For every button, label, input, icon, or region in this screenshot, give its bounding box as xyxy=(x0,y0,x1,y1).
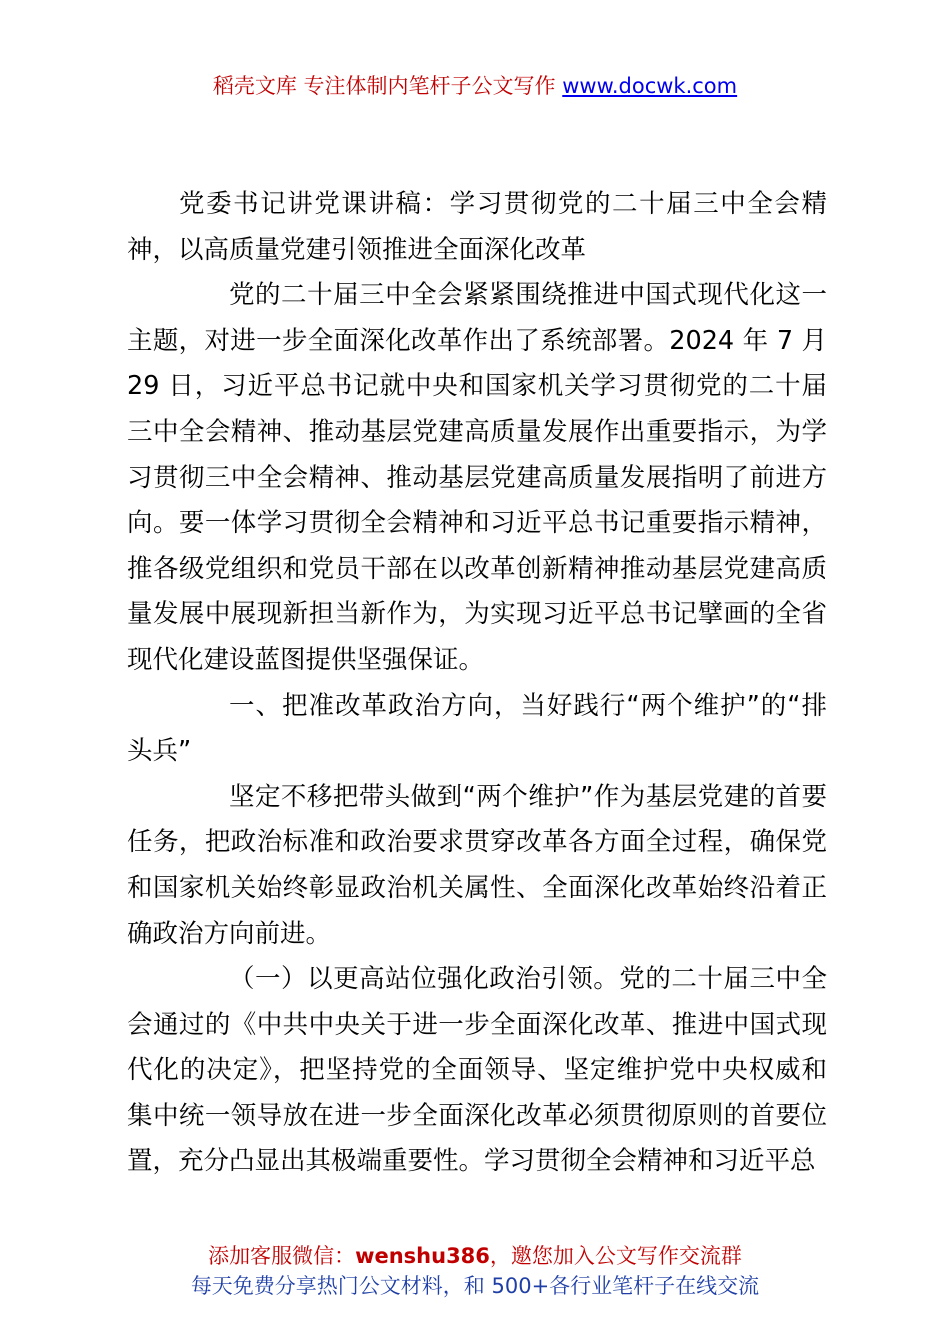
footer-wechat-id: wenshu386 xyxy=(355,1244,490,1268)
document-body xyxy=(127,182,827,1185)
footer-promo-line: 每天免费分享热门公文材料，和 500+各行业笔杆子在线交流 xyxy=(190,1274,760,1298)
section-1-heading: 一、把准改革政治方向，当好践行“两个维护”的“排头兵” xyxy=(127,690,827,767)
intro-paragraph: 党的二十届三中全会紧紧围绕推进中国式现代化这一主题，对进一步全面深化改革作出了系统部署。2024 年 7 月 29 日，习近平总书记就中央和国家机关学习贯彻党的二十届三中全会精神、推动基层党建高质量发展作出重要指示，为学习贯彻三中全会精神、推动基层党建高质量发展指明了前进方向。要一体学习贯彻全会精神和习近平总书记重要指示精神，推各级党组织和党员干部在以改革创新精神推动基层党建高质量发展中展现新担当新作为，为实现习近平总书记擘画的全省现代化建设蓝图提供坚强保证。 xyxy=(127,280,827,675)
section-1-paragraph: 坚定不移把带头做到“两个维护”作为基层党建的首要任务，把政治标准和政治要求贯穿改革各方面全过程，确保党和国家机关始终彰显政治机关属性、全面深化改革始终沿着正确政治方向前进。 xyxy=(127,781,827,949)
document-title: 党委书记讲党课讲稿：学习贯彻党的二十届三中全会精神，以高质量党建引领推进全面深化改革 xyxy=(127,189,827,265)
footer-contact-line xyxy=(0,1240,950,1270)
page-header xyxy=(0,70,950,100)
header-brand: 稻壳文库 专注体制内笔杆子公文写作 xyxy=(212,74,556,98)
header-url-link[interactable]: www.docwk.com xyxy=(562,74,738,98)
footer-contact-suffix: ，邀您加入公文写作交流群 xyxy=(489,1244,742,1268)
footer-contact-prefix: 添加客服微信： xyxy=(208,1244,356,1268)
subsection-1-paragraph: （一）以更高站位强化政治引领。党的二十届三中全会通过的《中共中央关于进一步全面深化改革、推进中国式现代化的决定》，把坚持党的全面领导、坚定维护党中央权威和集中统一领导放在进一步全面深化改革必须贯彻原则的首要位置，充分凸显出其极端重要性。学习贯彻全会精神和习近平总 xyxy=(127,964,827,1177)
